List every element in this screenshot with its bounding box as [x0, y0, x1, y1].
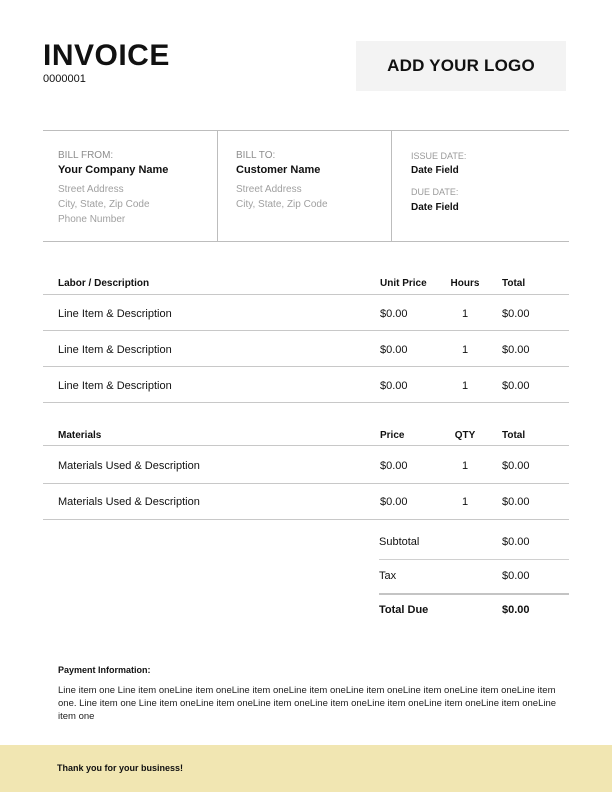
bill-to-address: Street Address: [236, 184, 302, 195]
materials-col-total: Total: [502, 430, 526, 441]
bill-from-section: [43, 131, 218, 241]
invoice-number: 0000001: [43, 73, 86, 85]
subtotal-label: Subtotal: [379, 536, 420, 548]
bill-from-name: Your Company Name: [58, 164, 169, 176]
subtotal-value: $0.00: [502, 536, 530, 548]
payment-info-title: Payment Information:: [58, 665, 151, 675]
dates-section: [392, 131, 569, 241]
materials-col-qty: QTY: [454, 430, 476, 441]
payment-info-text: Line item one Line item oneLine item oneLine item oneLine item oneLine item oneLine item oneLine item oneLine item one. Line item one Line item oneLine item oneLine item oneLine item oneLine item oneLine item oneLine item oneLine item one: [58, 685, 557, 722]
row-hours: 1: [461, 308, 469, 320]
table-row: [43, 484, 569, 520]
total-due-value: $0.00: [502, 604, 530, 616]
labor-col-unit-price: Unit Price: [380, 278, 427, 289]
row-price: $0.00: [380, 496, 408, 508]
row-qty: 1: [461, 496, 469, 508]
due-date-label: DUE DATE:: [411, 187, 459, 197]
row-total: $0.00: [502, 460, 530, 472]
labor-col-hours: Hours: [450, 278, 480, 289]
row-total: $0.00: [502, 308, 530, 320]
logo-placeholder[interactable]: [356, 41, 566, 91]
row-description: Line Item & Description: [58, 380, 172, 392]
row-total: $0.00: [502, 344, 530, 356]
invoice-summary: [379, 526, 569, 629]
table-row: [43, 295, 569, 331]
materials-table: [43, 421, 569, 520]
labor-table-header: [43, 270, 569, 295]
tax-label: Tax: [379, 570, 397, 582]
row-unit-price: $0.00: [380, 308, 408, 320]
footer-bar: [0, 745, 612, 792]
row-total: $0.00: [502, 380, 530, 392]
bill-to-city: City, State, Zip Code: [236, 199, 328, 210]
row-hours: 1: [461, 344, 469, 356]
subtotal-row: [379, 526, 569, 560]
tax-row: [379, 560, 569, 595]
table-row: [43, 331, 569, 367]
bill-from-phone: Phone Number: [58, 214, 126, 225]
footer-thank-you: Thank you for your business!: [57, 763, 184, 773]
table-row: [43, 367, 569, 403]
bill-from-label: BILL FROM:: [58, 150, 114, 161]
invoice-title: INVOICE: [43, 39, 170, 72]
bill-to-section: [217, 131, 392, 241]
labor-table: [43, 270, 569, 403]
row-unit-price: $0.00: [380, 380, 408, 392]
row-price: $0.00: [380, 460, 408, 472]
logo-placeholder-text: ADD YOUR LOGO: [387, 56, 535, 75]
materials-table-header: [43, 421, 569, 446]
issue-date-label: ISSUE DATE:: [411, 151, 467, 161]
bill-to-label: BILL TO:: [236, 150, 276, 161]
total-due-label: Total Due: [379, 604, 429, 616]
row-total: $0.00: [502, 496, 530, 508]
bill-to-name: Customer Name: [236, 164, 321, 176]
due-date-value: Date Field: [411, 202, 459, 213]
row-hours: 1: [461, 380, 469, 392]
row-description: Materials Used & Description: [58, 496, 200, 508]
row-unit-price: $0.00: [380, 344, 408, 356]
table-row: [43, 446, 569, 484]
materials-col-description: Materials: [58, 430, 102, 441]
row-qty: 1: [461, 460, 469, 472]
labor-col-total: Total: [502, 278, 526, 289]
tax-value: $0.00: [502, 570, 530, 582]
labor-col-description: Labor / Description: [58, 278, 150, 289]
bill-from-address: Street Address: [58, 184, 124, 195]
row-description: Materials Used & Description: [58, 460, 200, 472]
row-description: Line Item & Description: [58, 308, 172, 320]
row-description: Line Item & Description: [58, 344, 172, 356]
total-due-row: [379, 595, 569, 629]
billing-info: [43, 130, 569, 242]
bill-from-city: City, State, Zip Code: [58, 199, 150, 210]
issue-date-value: Date Field: [411, 165, 459, 176]
materials-col-price: Price: [380, 430, 405, 441]
